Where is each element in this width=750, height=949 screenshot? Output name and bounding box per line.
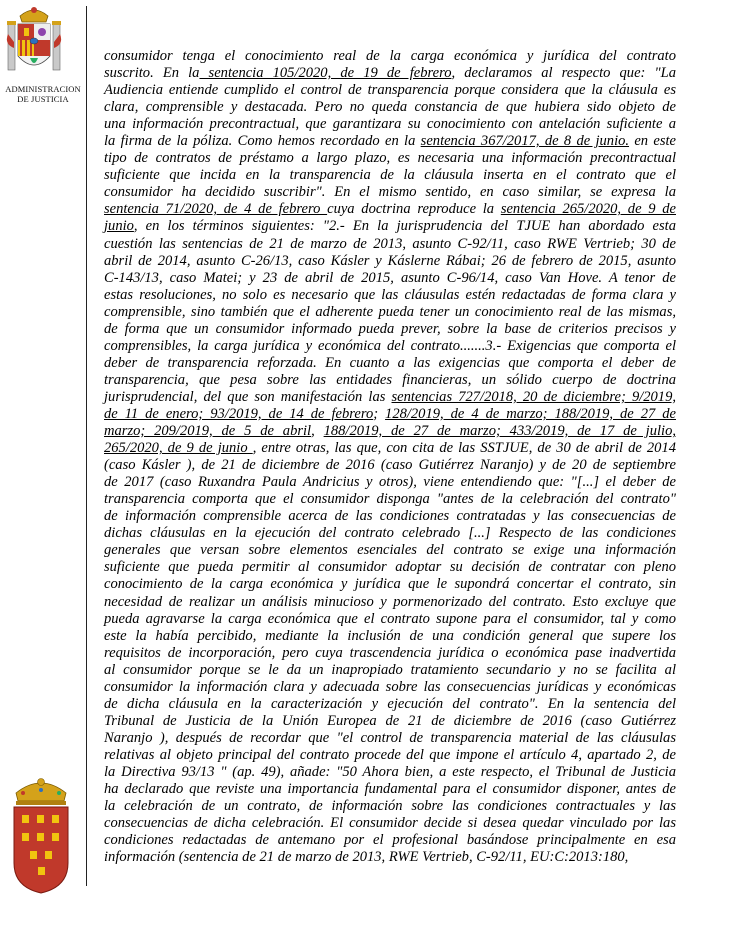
text-line (104, 781, 676, 798)
text-line (104, 99, 676, 116)
text-line (104, 832, 676, 849)
text-run: deber de transparencia reforzada. En cuanto a las exigencias que comporta el deber de (104, 354, 676, 371)
text-line (104, 82, 676, 99)
text-line (104, 406, 676, 423)
margin-rule (86, 6, 87, 886)
text-run: de información comprensible acerca de las condiciones contratadas y las consecuencias de (104, 508, 676, 525)
text-line (104, 270, 676, 287)
text-line (104, 474, 676, 491)
text-line (104, 576, 676, 593)
text-run: relativas al objeto principal del contrato procede del que impone el artículo 4, apartado 2, de (104, 746, 676, 763)
text-run: de 2017 (caso Ruxandra Paula Andricius y otros), viene entendiendo que: "[...] el deber de (104, 474, 676, 491)
text-line (104, 355, 676, 372)
text-run: una información precontractual, que garantizara su conocimiento con antelación suficiente a (104, 116, 676, 133)
text-line (104, 491, 676, 508)
text-line (104, 440, 676, 457)
text-line (104, 65, 676, 82)
text-run: Tribunal de Justicia de la Unión Europea de 21 de diciembre de 2016 (caso Gutiérrez (104, 712, 676, 729)
text-run: clara, comprensible y destacada. Pero no queda constancia de que hubiera sido objeto de (104, 99, 676, 116)
text-line (104, 662, 676, 679)
text-run: cuestión las sentencias de 21 de marzo de 2013, asunto C-92/11, caso RWE Vertrieb; 30 de (104, 235, 676, 252)
text-run: dichas cláusulas en la ejecución del contrato celebrado [...] Respecto de las condiciones (104, 525, 676, 542)
text-run: suficiente que incida en la transparencia de la cláusula inserta en el contrato que el (104, 167, 676, 184)
judgment-citation-link[interactable]: junio (104, 218, 134, 235)
text-run: abril de 2014, asunto C-26/13, caso Kásler y Káslerne Rábai; 26 de febrero de 2015, asunto (104, 252, 676, 269)
text-line (104, 611, 676, 628)
text-line (104, 167, 676, 184)
text-line (104, 184, 676, 201)
text-line (104, 747, 676, 764)
text-line (104, 764, 676, 781)
seal-caption-line-2: DE JUSTICIA (17, 94, 69, 104)
text-run: , entre otras, las que, con cita de las SSTJUE, de 30 de abril de 2014 (252, 440, 677, 457)
text-run: consumidor tenga el conocimiento real de la carga económica y jurídica del contrato (104, 48, 676, 64)
text-run: consumidor ha decidido suscribir". En el mismo sentido, en caso similar, se expresa la (104, 184, 676, 201)
text-run: transparencia comporta que el consumidor disponga "antes de la celebración del contrato" (104, 491, 676, 508)
text-run: la celebración de un contrato, de información sobre las condiciones contractuales y las (104, 798, 676, 815)
text-line (104, 849, 676, 866)
judgment-citation-link[interactable]: sentencia 265/2020, de 9 de (500, 201, 676, 218)
text-line (104, 253, 676, 270)
judgment-citation-link[interactable]: sentencia 71/2020, de 4 de febrero (104, 201, 328, 218)
text-run: jurisprudencial, del que son manifestación las (104, 388, 392, 405)
judgment-citation-link[interactable]: 265/2020, de 9 de junio (104, 440, 253, 457)
text-line (104, 798, 676, 815)
judgment-citation-link[interactable]: sentencia 105/2020, de 19 de febrero (199, 65, 452, 82)
text-run: consecuencias de dicha celebración. El consumidor decide si desea quedar vinculado por las (104, 815, 676, 832)
text-line (104, 679, 676, 696)
text-run: al consumidor porque se le da un inapropiado tratamiento secundario y no se facilita al (104, 661, 676, 678)
text-run: pueda agravarse la carga económica que el contrato supone para el consumidor, tal y como (104, 610, 676, 627)
text-run: estas resoluciones, no solo es necesario que las cláusulas estén redactadas de forma clara y (104, 286, 676, 303)
judgment-citation-link[interactable]: 128/2019, de 4 de marzo; 188/2019, de 27 de (385, 405, 676, 422)
text-run: la Directiva 93/13 " (ap. 49), añade: "50 Ahora bien, a este respecto, el Tribunal de Justicia (104, 763, 676, 780)
sidebar (0, 0, 88, 949)
text-line (104, 645, 676, 662)
text-line (104, 389, 676, 406)
judgment-citation-link[interactable]: sentencia 367/2017, de 8 de junio. (420, 133, 630, 150)
text-run: transparencia, que pesa sobre las entidades financieras, un sólido cuerpo de doctrina (104, 371, 676, 388)
text-line (104, 457, 676, 474)
text-run: Audiencia entiende cumplido el control de transparencia porque considera que la cláusula es (104, 82, 676, 99)
page-body-text (104, 48, 676, 866)
text-run: consumidor la información clara y adecuada sobre las consecuencias jurídicas y económicas (104, 678, 676, 695)
text-line (104, 338, 676, 355)
text-run: , (311, 423, 324, 440)
text-run: cuya doctrina reproduce la (327, 201, 501, 218)
text-run: de forma que un consumidor informado pueda prever, sobre la base de criterios precisos y (104, 320, 676, 337)
judgment-citation-link[interactable]: sentencias 727/2018, 20 de diciembre; 9/2019, (391, 388, 676, 405)
text-run: , en los términos siguientes: "2.- En la jurisprudencia del TJUE han abordado esta (133, 218, 676, 235)
text-run: requisitos de incorporación, pero cuya trascendencia jurídica o económica pase inadvertida (104, 644, 676, 661)
text-run: de dicha cláusula en la caracterización y ejecución del contrato". En la sentencia del (104, 695, 676, 712)
text-run: suficiente que pueda permitir al consumidor adoptar su decisión de contratar con pleno (104, 559, 676, 576)
text-run: suscrito. En la (104, 65, 200, 82)
seal-caption-line-1: ADMINISTRACION (5, 84, 81, 94)
text-run: este la había percibido, mediante la inclusión de una condición general que supere los (104, 627, 676, 644)
text-line (104, 730, 676, 747)
text-run: Naranjo ), después de recordar que "el control de transparencia material de las cláusulas (104, 729, 676, 746)
text-line (104, 713, 676, 730)
text-line (104, 696, 676, 713)
text-line (104, 116, 676, 133)
text-line (104, 218, 676, 235)
text-run: conocimiento de la carga económica y jurídica que le supondrá concertar el contrato, sin (104, 576, 676, 593)
text-run: comprensibles, la carga jurídica y económica del contrato.......3.- Exigencias que comporta el (104, 337, 676, 354)
text-line (104, 150, 676, 167)
text-run: la firma de la póliza. Como hemos recordado en la (104, 133, 421, 150)
text-line (104, 594, 676, 611)
text-line (104, 321, 676, 338)
text-line (104, 542, 676, 559)
text-line (104, 304, 676, 321)
text-line (104, 559, 676, 576)
judgment-citation-link[interactable]: de 11 de enero; 93/2019, de 14 de febrero (104, 405, 374, 422)
text-run: información (sentencia de 21 de marzo de 2013, RWE Vertrieb, C-92/11, EU:C:2013:180, (104, 849, 629, 866)
text-line (104, 628, 676, 645)
text-line (104, 815, 676, 832)
text-run: (caso Kásler ), de 21 de diciembre de 2016 (caso Gutiérrez Naranjo) y de 20 de septiembre (104, 457, 676, 474)
text-run: generales que versan sobre elementos esenciales del contrato se exige una información (104, 542, 676, 559)
judgment-citation-link[interactable]: marzo; 209/2019, de 5 de abril (104, 423, 312, 440)
text-line (104, 133, 676, 150)
text-line (104, 423, 676, 440)
text-line (104, 48, 676, 65)
text-line (104, 287, 676, 304)
text-run: ha declarado que reviste una importancia fundamental para el consumidor disponer, antes de (104, 781, 676, 798)
text-line (104, 508, 676, 525)
text-line (104, 372, 676, 389)
administracion-de-justicia-caption (0, 84, 86, 104)
text-run: tipo de contratos de préstamo a largo plazo, es necesaria una información precontractual (104, 150, 676, 167)
text-line (104, 236, 676, 253)
murcia-coat-of-arms-icon (8, 775, 74, 895)
spain-coat-of-arms-icon (6, 4, 62, 84)
text-run: comprensible, sino también que el adherente pueda tener un conocimiento real de las mismas, (104, 303, 676, 320)
text-line (104, 525, 676, 542)
text-run: en este (629, 133, 676, 150)
text-run: condiciones redactadas de antemano por el profesional basándose principalmente en esa (104, 832, 676, 849)
judgment-citation-link[interactable]: 188/2019, de 27 de marzo; 433/2019, de 17 de julio, (323, 423, 676, 440)
text-run: , declaramos al respecto que: "La (451, 65, 676, 82)
text-run: C-143/13, caso Matei; y 23 de abril de 2015, asunto C-96/14, caso Van Hove. A tenor de (104, 269, 676, 286)
text-line (104, 201, 676, 218)
text-run: necesidad de realizar un análisis minucioso y pormenorizado del contrato. Esto excluye que (104, 593, 676, 610)
text-run: ; (373, 405, 386, 422)
